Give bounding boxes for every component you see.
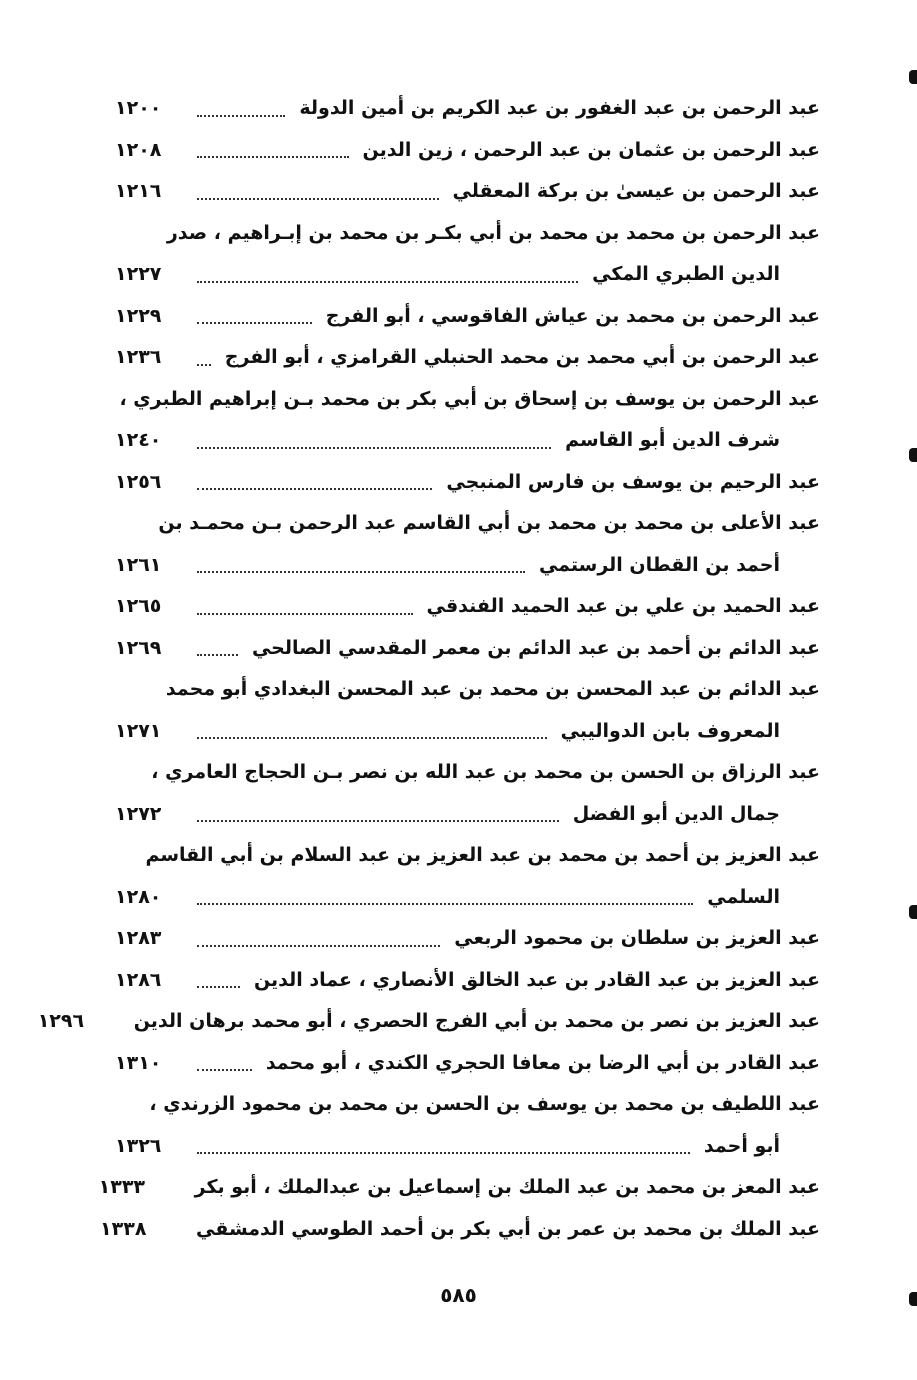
entry-page-number: ١٢٢٩ bbox=[115, 304, 162, 327]
index-line-continuation bbox=[115, 254, 820, 296]
entry-name: عبد الرحمن بن عيسىٰ بن بركة المعقلي bbox=[452, 180, 820, 202]
index-line bbox=[115, 213, 820, 255]
entry-page-number: ١٢٠٨ bbox=[115, 138, 162, 161]
index-line bbox=[115, 130, 820, 172]
index-entries bbox=[37, 88, 820, 1250]
page-number: ٥٨٥ bbox=[440, 1283, 477, 1307]
entry-page-number: ١٢٣٦ bbox=[115, 346, 162, 368]
entry-name: عبد العزيز بن عبد القادر بن عبد الخالق الأنصاري ، عماد الدين bbox=[253, 968, 820, 991]
dot-leader bbox=[197, 156, 349, 158]
entry-name: عبد الدائم بن أحمد بن عبد الدائم بن معمر المقدسي الصالحي bbox=[251, 636, 820, 659]
entry-name: عبد الأعلى بن محمد بن محمد بن أبي القاسم عبد الرحمن بـن محمـد بن bbox=[158, 512, 820, 534]
binding-edge-mark bbox=[909, 448, 917, 462]
index-line-continuation bbox=[115, 420, 820, 462]
dot-leader bbox=[197, 903, 693, 905]
index-line bbox=[115, 1043, 820, 1085]
index-line bbox=[115, 669, 820, 711]
entry-page-number: ١٢٧٢ bbox=[115, 802, 162, 825]
index-line bbox=[115, 171, 820, 213]
entry-name: عبد المعز بن محمد بن عبد الملك بن إسماعيل بن عبدالملك ، أبو بكر bbox=[194, 1176, 820, 1198]
dot-leader bbox=[197, 364, 211, 366]
entry-page-number: ١٢٢٧ bbox=[115, 263, 162, 285]
entry-page-number: ١٢٠٠ bbox=[115, 97, 162, 119]
dot-leader bbox=[197, 1069, 252, 1071]
entry-name: جمال الدين أبو الفضل bbox=[572, 802, 780, 825]
index-line bbox=[115, 379, 820, 421]
dot-leader bbox=[197, 447, 551, 449]
index-line bbox=[115, 628, 820, 670]
entry-page-number: ١٣٣٣ bbox=[98, 1176, 146, 1198]
entry-name: عبد اللطيف بن محمد بن يوسف بن الحسن بن محمد بن محمود الزرندي ، bbox=[149, 1093, 820, 1115]
index-line-continuation bbox=[115, 545, 820, 587]
dot-leader bbox=[197, 986, 240, 988]
entry-page-number: ١٢٨٠ bbox=[115, 885, 162, 908]
index-line bbox=[115, 503, 820, 545]
index-line-continuation bbox=[115, 711, 820, 753]
entry-page-number: ١٢١٦ bbox=[115, 180, 162, 202]
dot-leader bbox=[197, 1152, 690, 1154]
entry-name: الدين الطبري المكي bbox=[592, 263, 780, 285]
dot-leader bbox=[197, 737, 547, 739]
index-line bbox=[100, 1209, 820, 1251]
dot-leader bbox=[197, 488, 432, 490]
entry-name: عبد القادر بن أبي الرضا بن معافا الحجري الكندي ، أبو محمد bbox=[265, 1051, 820, 1074]
entry-page-number: ١٢٦٥ bbox=[115, 595, 162, 617]
entry-page-number: ١٢٦١ bbox=[115, 553, 162, 576]
entry-name: شرف الدين أبو القاسم bbox=[565, 429, 780, 451]
index-line-continuation bbox=[115, 877, 820, 919]
entry-name: عبد الرحمن بن عثمان بن عبد الرحمن ، زين الدين bbox=[362, 138, 820, 161]
dot-leader bbox=[197, 115, 285, 117]
index-line bbox=[115, 918, 820, 960]
entry-page-number: ١٢٥٦ bbox=[115, 470, 162, 493]
entry-name: عبد الحميد بن علي بن عبد الحميد الفندقي bbox=[426, 595, 820, 617]
index-line bbox=[37, 1001, 820, 1043]
entry-name: المعروف بابن الدواليبي bbox=[560, 719, 780, 742]
index-line bbox=[115, 835, 820, 877]
entry-name: السلمي bbox=[707, 885, 780, 908]
index-line bbox=[115, 462, 820, 504]
entry-page-number: ١٢٧١ bbox=[115, 719, 162, 742]
dot-leader bbox=[197, 654, 238, 656]
entry-name: عبد الرحمن بن أبي محمد بن محمد الحنبلي القرامزي ، أبو الفرج bbox=[224, 346, 820, 368]
entry-name: أبو أحمد bbox=[703, 1134, 780, 1157]
entry-page-number: ١٢٨٣ bbox=[115, 927, 162, 949]
index-line bbox=[98, 1167, 820, 1209]
entry-name: عبد الملك بن محمد بن عمر بن أبي بكر بن أحمد الطوسي الدمشقي bbox=[196, 1217, 820, 1240]
binding-edge-mark bbox=[909, 70, 917, 84]
entry-page-number: ١٣٢٦ bbox=[115, 1134, 162, 1157]
entry-name: عبد العزيز بن سلطان بن محمود الربعي bbox=[454, 927, 820, 949]
index-line bbox=[115, 88, 820, 130]
entry-name: عبد الرحمن بن عبد الغفور بن عبد الكريم بن أمين الدولة bbox=[299, 97, 820, 119]
index-line bbox=[115, 960, 820, 1002]
dot-leader bbox=[197, 281, 578, 283]
dot-leader bbox=[197, 820, 559, 822]
binding-edge-mark bbox=[909, 1292, 917, 1306]
binding-edge-mark bbox=[909, 905, 917, 919]
entry-name: عبد الرزاق بن الحسن بن محمد بن عبد الله بن نصر بـن الحجاج العامري ، bbox=[151, 761, 820, 783]
entry-name: عبد العزيز بن نصر بن محمد بن أبي الفرج الحصري ، أبو محمد برهان الدين bbox=[133, 1010, 820, 1032]
dot-leader bbox=[197, 613, 413, 615]
dot-leader bbox=[197, 322, 312, 324]
dot-leader bbox=[197, 945, 440, 947]
entry-page-number: ١٢٨٦ bbox=[115, 968, 162, 991]
entry-name: عبد الرحمن بن محمد بن محمد بن أبي بكـر بن محمد بن إبـراهيم ، صدر bbox=[166, 221, 820, 244]
entry-name: عبد الدائم بن عبد المحسن بن محمد بن عبد المحسن البغدادي أبو محمد bbox=[165, 678, 820, 700]
entry-name: عبد الرحيم بن يوسف بن فارس المنبجي bbox=[446, 470, 820, 493]
entry-name: عبد الرحمن بن يوسف بن إسحاق بن أبي بكر بن محمد بـن إبراهيم الطبري ، bbox=[119, 387, 820, 410]
entry-page-number: ١٢٦٩ bbox=[115, 636, 162, 659]
dot-leader bbox=[197, 198, 439, 200]
index-line bbox=[115, 586, 820, 628]
entry-name: أحمد بن القطان الرستمي bbox=[538, 553, 780, 576]
dot-leader bbox=[197, 571, 525, 573]
index-line bbox=[115, 752, 820, 794]
index-line bbox=[115, 337, 820, 379]
index-line-continuation bbox=[115, 794, 820, 836]
index-line bbox=[115, 1084, 820, 1126]
entry-page-number: ١٣٣٨ bbox=[100, 1217, 147, 1240]
index-line-continuation bbox=[115, 1126, 820, 1168]
entry-name: عبد العزيز بن أحمد بن محمد بن عبد العزيز بن عبد السلام بن أبي القاسم bbox=[145, 844, 820, 866]
entry-page-number: ١٣١٠ bbox=[115, 1051, 162, 1074]
index-line bbox=[115, 296, 820, 338]
entry-name: عبد الرحمن بن محمد بن عياش الفاقوسي ، أبو الفرج bbox=[325, 304, 820, 327]
entry-page-number: ١٢٤٠ bbox=[115, 429, 162, 451]
entry-page-number: ١٢٩٦ bbox=[37, 1010, 85, 1032]
